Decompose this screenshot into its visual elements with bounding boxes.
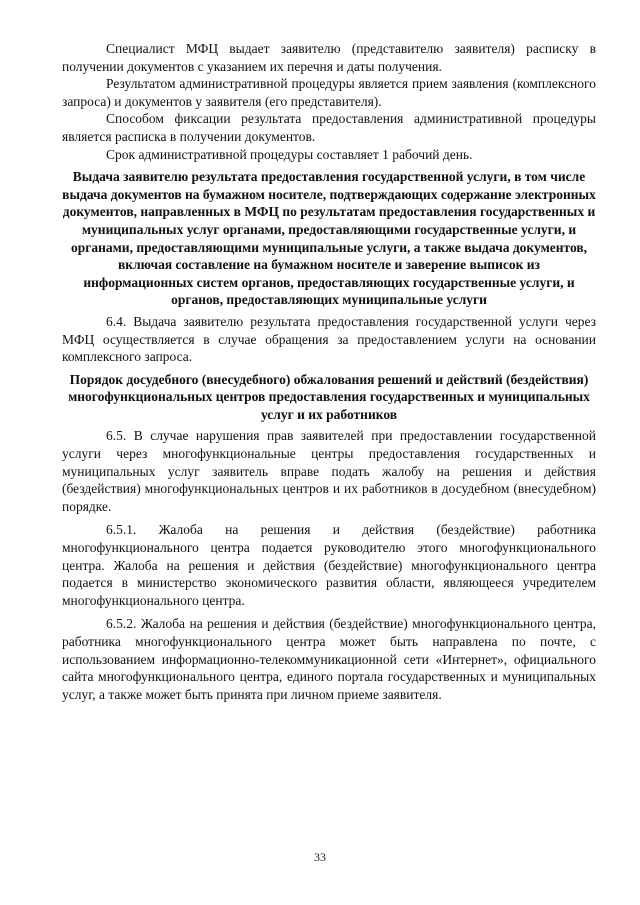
page-number: 33 xyxy=(314,850,326,864)
document-page xyxy=(62,40,596,703)
paragraph-term: Срок административной процедуры составляет 1 рабочий день. xyxy=(106,146,473,162)
paragraph-6-4: 6.4. Выдача заявителю результата предоставления государственной услуги через МФЦ осуществляется в случае обращения за предоставлением услуги на основании комплексного запроса. xyxy=(62,313,596,365)
section-heading-issuance: Выдача заявителю результата предоставления государственной услуги, в том числе выдача документов на бумажном носителе, подтверждающих содержание электронных документов, направленных в МФЦ по результатам предоставления государственных и муниципальных услуг органами, предоставляющими государственные услуги, и органами, предоставляющими муниципальные услуги, а также выдача документов, включая составление на бумажном носителе и заверение выписок из информационных систем органов, предоставляющих государственные услуги, и органов, предоставляющих муниципальные услуги xyxy=(62,169,596,308)
paragraph-result: Результатом административной процедуры является прием заявления (комплексного запроса) и документов у заявителя (его представителя). xyxy=(62,76,596,109)
paragraph-fixation-method: Способом фиксации результата предоставления административной процедуры является расписка в получении документов. xyxy=(62,111,596,144)
paragraph-6-5: 6.5. В случае нарушения прав заявителей при предоставлении государственной услуги через многофункциональные центры предоставления государственных и муниципальных услуг заявитель вправе подать жалобу на решения и действия (бездействия) многофункциональных центров и их работников в досудебном (внесудебном) порядке. xyxy=(62,428,596,514)
paragraph-6-5-2: 6.5.2. Жалоба на решения и действия (бездействие) многофункционального центра, работника многофункционального центра может быть направлена по почте, с использованием информационно-телекоммуникационной сети «Интернет», официального сайта многофункционального центра, единого портала государственных и муниципальных услуг, а также может быть принята при личном приеме заявителя. xyxy=(62,616,596,702)
paragraph-receipt: Специалист МФЦ выдает заявителю (представителю заявителя) расписку в получении документов с указанием их перечня и даты получения. xyxy=(62,41,596,74)
section-heading-appeal: Порядок досудебного (внесудебного) обжалования решений и действий (бездействия) многофункциональных центров предоставления государственных и муниципальных услуг и их работников xyxy=(68,371,590,422)
paragraph-6-5-1: 6.5.1. Жалоба на решения и действия (бездействие) работника многофункционального центра подается руководителю этого многофункционального центра. Жалоба на решения и действия (бездействие) многофункционального центра подается в министерство экономического развития области, являющееся учредителем многофункционального центра. xyxy=(62,522,596,608)
